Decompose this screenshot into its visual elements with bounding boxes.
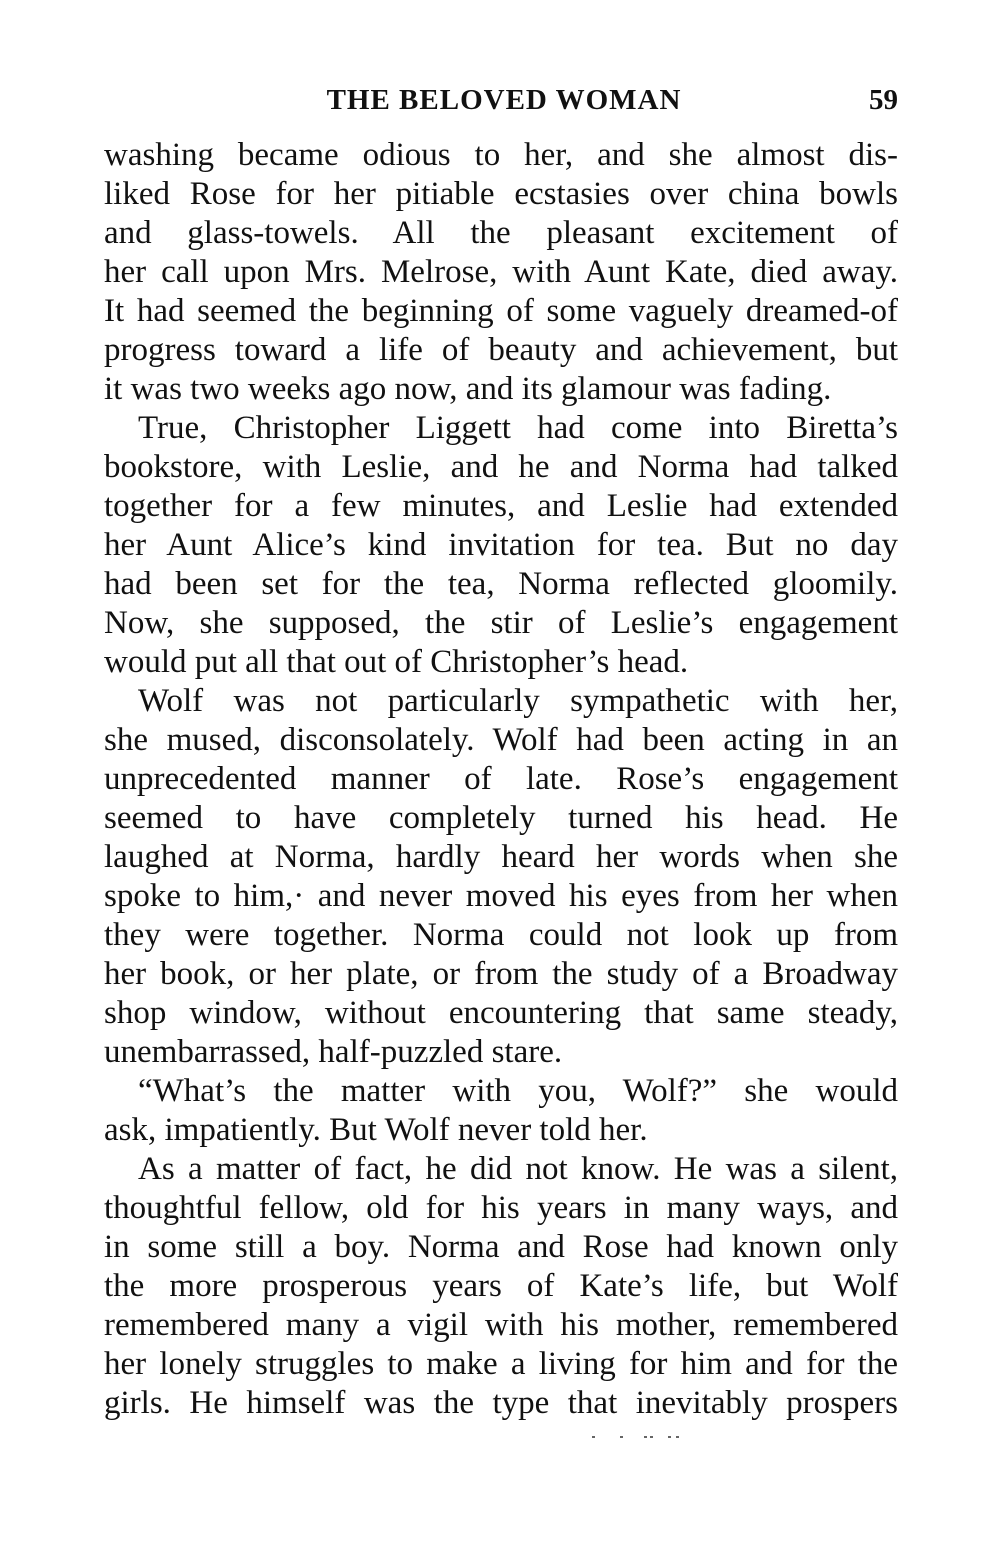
text-line: Wolf was not particularly sympathetic with her, (138, 683, 898, 719)
running-head (104, 78, 904, 122)
text-line: shop window, without encountering that same steady, (104, 995, 898, 1031)
text-line: laughed at Norma, hardly heard her words when she (104, 839, 898, 875)
text-line: her Aunt Alice’s kind invitation for tea. But no day (104, 527, 898, 563)
text-line: washing became odious to her, and she almost dis- (104, 137, 898, 173)
text-line: Now, she supposed, the stir of Leslie’s engagement (104, 605, 898, 641)
text-line: “What’s the matter with you, Wolf?” she would (138, 1073, 898, 1109)
text-line: bookstore, with Leslie, and he and Norma had talked (104, 449, 898, 485)
text-line: progress toward a life of beauty and achievement, but (104, 332, 898, 368)
text-line: it was two weeks ago now, and its glamour was fading. (104, 371, 832, 407)
text-line: had been set for the tea, Norma reflected gloomily. (104, 566, 898, 602)
scan-speck (644, 1436, 647, 1438)
text-line: girls. He himself was the type that inevitably prospers (104, 1385, 898, 1421)
text-line: her lonely struggles to make a living for him and for the (104, 1346, 898, 1382)
scan-speck (592, 1436, 595, 1438)
text-line: unembarrassed, half-puzzled stare. (104, 1034, 563, 1070)
text-line: remembered many a vigil with his mother, remembered (104, 1307, 898, 1343)
text-line: the more prosperous years of Kate’s life, but Wolf (104, 1268, 898, 1304)
scan-specks (590, 1436, 700, 1440)
text-line: spoke to him,· and never moved his eyes from her when (104, 878, 898, 914)
text-line: unprecedented manner of late. Rose’s engagement (104, 761, 898, 797)
text-line: As a matter of fact, he did not know. He was a silent, (138, 1151, 898, 1187)
text-line: liked Rose for her pitiable ecstasies over china bowls (104, 176, 898, 212)
scan-speck (650, 1436, 653, 1438)
scan-speck (668, 1436, 671, 1438)
scan-speck (676, 1436, 679, 1438)
page-number: 59 (869, 84, 898, 116)
text-line: her call upon Mrs. Melrose, with Aunt Kate, died away. (104, 254, 898, 290)
text-line: ask, impatiently. But Wolf never told her. (104, 1112, 648, 1148)
body-text (104, 136, 898, 1423)
text-line: seemed to have completely turned his head. He (104, 800, 898, 836)
text-line: True, Christopher Liggett had come into Biretta’s (138, 410, 898, 446)
text-line: her book, or her plate, or from the study of a Broadway (104, 956, 898, 992)
text-line: thoughtful fellow, old for his years in many ways, and (104, 1190, 898, 1226)
scan-speck (620, 1436, 623, 1438)
text-line: It had seemed the beginning of some vaguely dreamed-of (104, 293, 898, 329)
text-line: and glass-towels. All the pleasant excitement of (104, 215, 898, 251)
text-line: they were together. Norma could not look up from (104, 917, 898, 953)
text-line: she mused, disconsolately. Wolf had been acting in an (104, 722, 898, 758)
text-line: in some still a boy. Norma and Rose had known only (104, 1229, 898, 1265)
text-line: would put all that out of Christopher’s head. (104, 644, 689, 680)
text-line: together for a few minutes, and Leslie had extended (104, 488, 898, 524)
running-title: THE BELOVED WOMAN (326, 84, 682, 116)
